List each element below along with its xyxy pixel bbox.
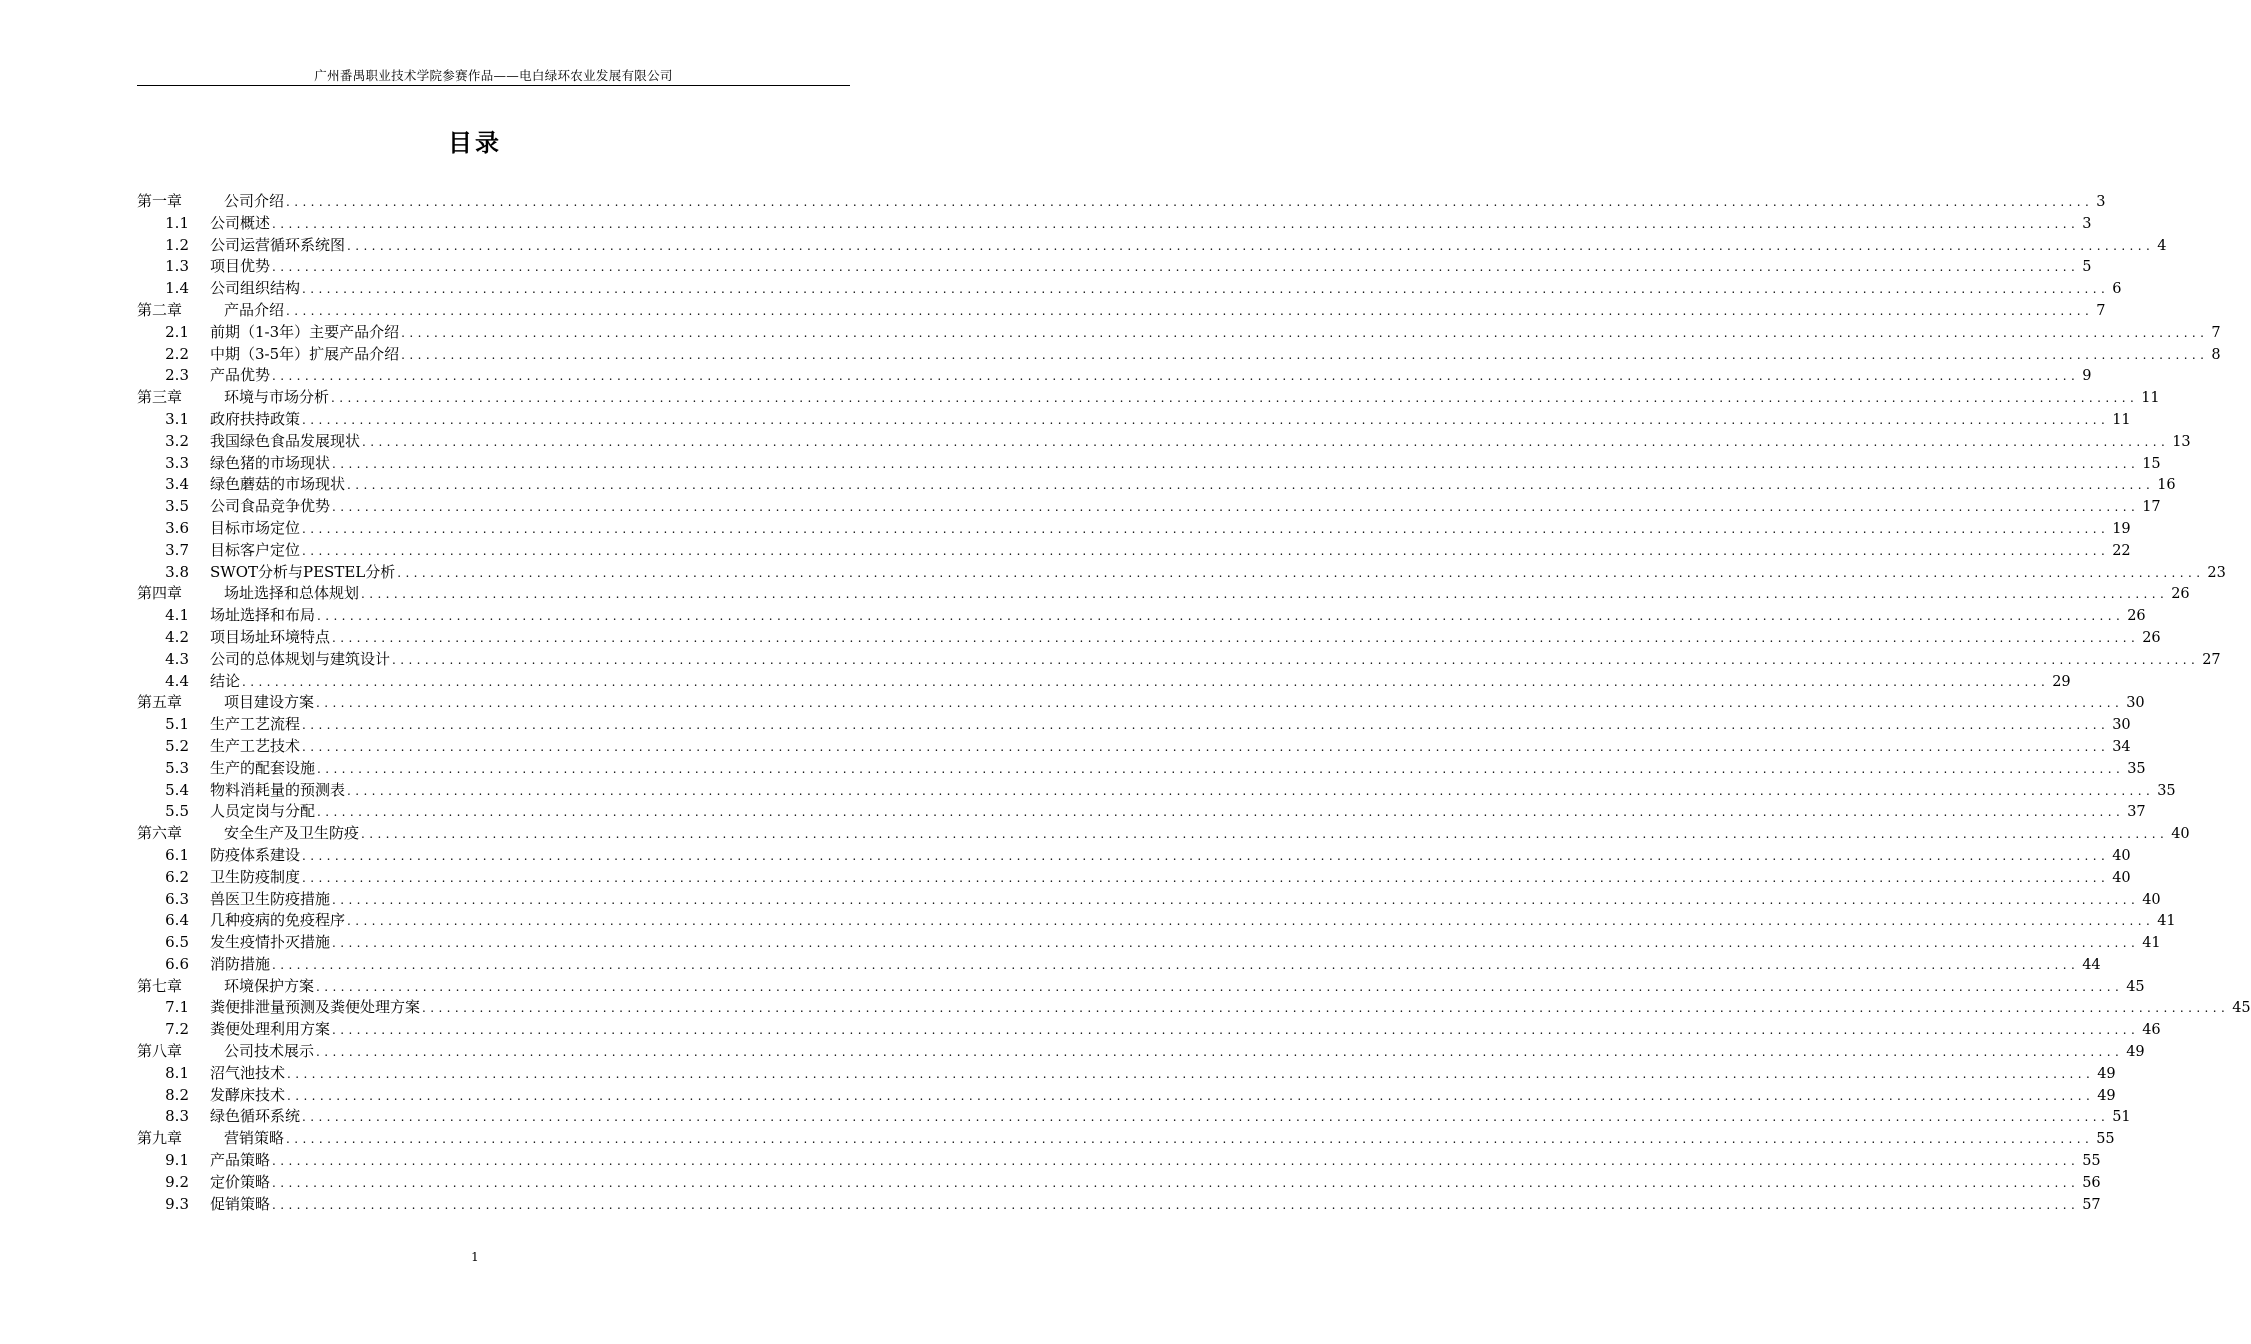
toc-entry-number: 2.3 <box>165 366 189 385</box>
toc-entry-number: 6.5 <box>165 933 189 952</box>
toc-entry-page: 51 <box>2112 1109 2131 1126</box>
toc-section-entry[interactable] <box>137 496 2161 518</box>
toc-dot-leader: ............................................................................................................................................................................................................................ <box>317 805 2125 820</box>
toc-entry-title: 生产工艺流程 <box>210 715 301 734</box>
toc-entry-page: 29 <box>2052 673 2071 690</box>
toc-dot-leader: ............................................................................................................................................................................................................................ <box>286 303 2094 318</box>
toc-entry-number: 第九章 <box>137 1129 183 1148</box>
toc-section-entry[interactable] <box>137 1063 2116 1085</box>
table-of-contents <box>137 191 2251 1215</box>
toc-entry-page: 27 <box>2202 651 2221 668</box>
toc-section-entry[interactable] <box>137 453 2161 475</box>
toc-dot-leader: ............................................................................................................................................................................................................................ <box>302 1110 2110 1125</box>
toc-dot-leader: ............................................................................................................................................................................................................................ <box>316 1045 2124 1060</box>
toc-entry-page: 4 <box>2157 237 2167 254</box>
toc-dot-leader: ............................................................................................................................................................................................................................ <box>272 369 2080 384</box>
toc-dot-leader: ............................................................................................................................................................................................................................ <box>332 936 2140 951</box>
toc-chapter-entry[interactable] <box>137 300 2106 322</box>
toc-entry-number: 7.2 <box>165 1020 189 1039</box>
toc-entry-title: 定价策略 <box>210 1172 271 1191</box>
toc-entry-title: 场址选择和总体规划 <box>224 584 360 603</box>
toc-entry-number: 第三章 <box>137 388 183 407</box>
toc-section-entry[interactable] <box>137 278 2122 300</box>
toc-section-entry[interactable] <box>137 714 2131 736</box>
toc-dot-leader: ............................................................................................................................................................................................................................ <box>332 500 2140 515</box>
toc-entry-page: 44 <box>2082 956 2101 973</box>
toc-dot-leader: ............................................................................................................................................................................................................................ <box>317 761 2125 776</box>
toc-section-entry[interactable] <box>137 235 2167 257</box>
toc-entry-title: 粪便排泄量预测及粪便处理方案 <box>210 998 421 1017</box>
toc-entry-page: 49 <box>2126 1044 2145 1061</box>
toc-entry-title: 生产工艺技术 <box>210 736 301 755</box>
toc-entry-page: 49 <box>2097 1087 2116 1104</box>
toc-dot-leader: ............................................................................................................................................................................................................................ <box>422 1001 2230 1016</box>
toc-entry-title: 公司运营循环系统图 <box>210 235 346 254</box>
toc-entry-number: 3.4 <box>165 475 189 494</box>
page-number: 1 <box>471 1250 479 1264</box>
toc-chapter-entry[interactable] <box>137 387 2160 409</box>
toc-entry-page: 56 <box>2082 1174 2101 1191</box>
toc-entry-title: 兽医卫生防疫措施 <box>210 889 331 908</box>
toc-entry-number: 4.2 <box>165 627 189 646</box>
toc-dot-leader: ............................................................................................................................................................................................................................ <box>331 391 2139 406</box>
toc-section-entry[interactable] <box>137 1172 2101 1194</box>
toc-section-entry[interactable] <box>137 256 2092 278</box>
toc-dot-leader: ............................................................................................................................................................................................................................ <box>302 848 2110 863</box>
toc-entry-number: 3.7 <box>165 540 189 559</box>
toc-entry-page: 26 <box>2171 586 2190 603</box>
toc-entry-page: 19 <box>2112 520 2131 537</box>
toc-dot-leader: ............................................................................................................................................................................................................................ <box>272 957 2080 972</box>
toc-entry-number: 5.2 <box>165 736 189 755</box>
toc-dot-leader: ............................................................................................................................................................................................................................ <box>302 282 2110 297</box>
toc-entry-number: 5.4 <box>165 780 189 799</box>
toc-entry-title: 营销策略 <box>224 1129 285 1148</box>
toc-entry-page: 37 <box>2127 804 2146 821</box>
toc-entry-title: 中期（3-5年）扩展产品介绍 <box>210 344 400 363</box>
toc-dot-leader: ............................................................................................................................................................................................................................ <box>401 347 2209 362</box>
toc-entry-page: 55 <box>2096 1131 2115 1148</box>
toc-entry-number: 第六章 <box>137 824 183 843</box>
toc-section-entry[interactable] <box>137 344 2221 366</box>
toc-section-entry[interactable] <box>137 780 2176 802</box>
toc-dot-leader: ............................................................................................................................................................................................................................ <box>272 216 2080 231</box>
toc-section-entry[interactable] <box>137 845 2131 867</box>
toc-entry-number: 6.4 <box>165 911 189 930</box>
toc-entry-number: 5.3 <box>165 758 189 777</box>
toc-section-entry[interactable] <box>137 997 2251 1019</box>
toc-entry-title: 促销策略 <box>210 1194 271 1213</box>
toc-entry-number: 9.2 <box>165 1172 189 1191</box>
toc-entry-title: 目标市场定位 <box>210 518 301 537</box>
toc-entry-page: 16 <box>2157 477 2176 494</box>
toc-chapter-entry[interactable] <box>137 692 2145 714</box>
toc-entry-page: 23 <box>2207 564 2226 581</box>
toc-section-entry[interactable] <box>137 910 2176 932</box>
toc-section-entry[interactable] <box>137 562 2226 584</box>
toc-dot-leader: ............................................................................................................................................................................................................................ <box>302 543 2110 558</box>
toc-section-entry[interactable] <box>137 649 2221 671</box>
toc-entry-page: 15 <box>2142 455 2161 472</box>
toc-entry-page: 7 <box>2096 302 2106 319</box>
toc-entry-number: 8.1 <box>165 1063 189 1082</box>
toc-dot-leader: ............................................................................................................................................................................................................................ <box>302 870 2110 885</box>
toc-entry-page: 40 <box>2142 891 2161 908</box>
toc-section-entry[interactable] <box>137 518 2131 540</box>
toc-entry-number: 3.6 <box>165 518 189 537</box>
toc-entry-number: 5.5 <box>165 802 189 821</box>
toc-entry-page: 40 <box>2171 826 2190 843</box>
toc-dot-leader: ............................................................................................................................................................................................................................ <box>272 1197 2080 1212</box>
toc-section-entry[interactable] <box>137 801 2146 823</box>
toc-entry-title: 产品优势 <box>210 366 271 385</box>
toc-entry-number: 9.3 <box>165 1194 189 1213</box>
toc-entry-page: 55 <box>2082 1153 2101 1170</box>
toc-dot-leader: ............................................................................................................................................................................................................................ <box>316 979 2124 994</box>
toc-dot-leader: ............................................................................................................................................................................................................................ <box>287 1088 2095 1103</box>
toc-entry-page: 45 <box>2126 978 2145 995</box>
toc-entry-number: 第二章 <box>137 300 183 319</box>
toc-entry-page: 13 <box>2172 433 2191 450</box>
toc-dot-leader: ............................................................................................................................................................................................................................ <box>347 914 2155 929</box>
toc-section-entry[interactable] <box>137 1106 2131 1128</box>
toc-entry-number: 6.2 <box>165 867 189 886</box>
toc-dot-leader: ............................................................................................................................................................................................................................ <box>361 587 2169 602</box>
toc-entry-number: 2.2 <box>165 344 189 363</box>
toc-entry-number: 3.1 <box>165 409 189 428</box>
toc-entry-title: 环境保护方案 <box>224 976 315 995</box>
toc-dot-leader: ............................................................................................................................................................................................................................ <box>242 674 2050 689</box>
toc-chapter-entry[interactable] <box>137 1128 2115 1150</box>
toc-entry-title: 我国绿色食品发展现状 <box>210 431 361 450</box>
toc-section-entry[interactable] <box>137 758 2146 780</box>
toc-entry-number: 4.4 <box>165 671 189 690</box>
toc-entry-page: 34 <box>2112 738 2131 755</box>
toc-entry-page: 46 <box>2142 1022 2161 1039</box>
toc-entry-page: 57 <box>2082 1196 2101 1213</box>
toc-section-entry[interactable] <box>137 932 2161 954</box>
toc-dot-leader: ............................................................................................................................................................................................................................ <box>347 238 2155 253</box>
toc-entry-page: 22 <box>2112 542 2131 559</box>
toc-section-entry[interactable] <box>137 322 2221 344</box>
toc-entry-page: 35 <box>2127 760 2146 777</box>
toc-entry-title: 人员定岗与分配 <box>210 802 316 821</box>
toc-dot-leader: ............................................................................................................................................................................................................................ <box>332 456 2140 471</box>
toc-entry-number: 6.3 <box>165 889 189 908</box>
toc-dot-leader: ............................................................................................................................................................................................................................ <box>302 718 2110 733</box>
toc-chapter-entry[interactable] <box>137 1041 2145 1063</box>
toc-section-entry[interactable] <box>137 1019 2161 1041</box>
toc-entry-number: 第四章 <box>137 584 183 603</box>
toc-section-entry[interactable] <box>137 365 2092 387</box>
toc-entry-title: 项目建设方案 <box>224 693 315 712</box>
toc-entry-title: 项目场址环境特点 <box>210 627 331 646</box>
toc-entry-title: 公司组织结构 <box>210 279 301 298</box>
running-header: 广州番禺职业技术学院参赛作品——电白绿环农业发展有限公司 <box>314 68 673 83</box>
toc-dot-leader: ............................................................................................................................................................................................................................ <box>272 260 2080 275</box>
toc-entry-title: 绿色循环系统 <box>210 1107 301 1126</box>
toc-entry-page: 3 <box>2082 215 2092 232</box>
toc-entry-title: 项目优势 <box>210 257 271 276</box>
toc-section-entry[interactable] <box>137 431 2191 453</box>
toc-dot-leader: ............................................................................................................................................................................................................................ <box>272 1154 2080 1169</box>
toc-dot-leader: ............................................................................................................................................................................................................................ <box>361 827 2169 842</box>
toc-entry-page: 40 <box>2112 847 2131 864</box>
toc-entry-page: 7 <box>2211 324 2221 341</box>
toc-entry-number: 9.1 <box>165 1151 189 1170</box>
toc-entry-number: 7.1 <box>165 998 189 1017</box>
toc-entry-number: 1.2 <box>165 235 189 254</box>
toc-entry-page: 5 <box>2082 259 2092 276</box>
toc-entry-title: 发酵床技术 <box>210 1085 286 1104</box>
toc-entry-number: 8.3 <box>165 1107 189 1126</box>
toc-entry-title: 生产的配套设施 <box>210 758 316 777</box>
toc-chapter-entry[interactable] <box>137 823 2190 845</box>
toc-dot-leader: ............................................................................................................................................................................................................................ <box>317 609 2125 624</box>
toc-entry-page: 49 <box>2097 1065 2116 1082</box>
toc-section-entry[interactable] <box>137 671 2071 693</box>
toc-chapter-entry[interactable] <box>137 191 2106 213</box>
toc-entry-number: 4.3 <box>165 649 189 668</box>
toc-dot-leader: ............................................................................................................................................................................................................................ <box>401 325 2209 340</box>
toc-entry-title: 绿色蘑菇的市场现状 <box>210 475 346 494</box>
toc-entry-number: 3.3 <box>165 453 189 472</box>
toc-section-entry[interactable] <box>137 605 2146 627</box>
toc-entry-title: 前期（1-3年）主要产品介绍 <box>210 322 400 341</box>
toc-entry-title: 结论 <box>210 671 241 690</box>
toc-section-entry[interactable] <box>137 889 2161 911</box>
toc-entry-title: 产品介绍 <box>224 300 285 319</box>
toc-chapter-entry[interactable] <box>137 583 2190 605</box>
toc-section-entry[interactable] <box>137 1150 2101 1172</box>
toc-dot-leader: ............................................................................................................................................................................................................................ <box>332 630 2140 645</box>
toc-entry-number: 第七章 <box>137 976 183 995</box>
toc-section-entry[interactable] <box>137 409 2131 431</box>
toc-entry-title: 公司概述 <box>210 213 271 232</box>
toc-entry-page: 26 <box>2127 608 2146 625</box>
toc-section-entry[interactable] <box>137 1194 2101 1216</box>
toc-dot-leader: ............................................................................................................................................................................................................................ <box>347 783 2155 798</box>
toc-section-entry[interactable] <box>137 627 2161 649</box>
toc-dot-leader: ............................................................................................................................................................................................................................ <box>302 521 2110 536</box>
toc-entry-title: 沼气池技术 <box>210 1063 286 1082</box>
toc-entry-number: 8.2 <box>165 1085 189 1104</box>
toc-dot-leader: ............................................................................................................................................................................................................................ <box>286 1132 2094 1147</box>
toc-entry-title: 粪便处理利用方案 <box>210 1020 331 1039</box>
toc-dot-leader: ............................................................................................................................................................................................................................ <box>362 434 2170 449</box>
toc-entry-title: 发生疫情扑灭措施 <box>210 933 331 952</box>
toc-dot-leader: ............................................................................................................................................................................................................................ <box>272 1175 2080 1190</box>
toc-dot-leader: ............................................................................................................................................................................................................................ <box>286 195 2094 209</box>
toc-section-entry[interactable] <box>137 1085 2116 1107</box>
toc-entry-number: 1.1 <box>165 213 189 232</box>
header-rule <box>137 85 850 86</box>
toc-dot-leader: ............................................................................................................................................................................................................................ <box>316 696 2124 711</box>
toc-entry-page: 6 <box>2112 281 2122 298</box>
toc-entry-page: 45 <box>2232 1000 2251 1017</box>
toc-entry-page: 11 <box>2141 390 2160 407</box>
toc-section-entry[interactable] <box>137 474 2176 496</box>
toc-entry-page: 8 <box>2211 346 2221 363</box>
toc-entry-number: 2.1 <box>165 322 189 341</box>
toc-entry-title: 场址选择和布局 <box>210 606 316 625</box>
toc-section-entry[interactable] <box>137 867 2131 889</box>
toc-entry-title: 防疫体系建设 <box>210 845 301 864</box>
toc-entry-number: 第一章 <box>137 192 183 210</box>
toc-entry-number: 3.8 <box>165 562 189 581</box>
toc-entry-page: 41 <box>2157 913 2176 930</box>
toc-entry-number: 1.4 <box>165 279 189 298</box>
toc-entry-title: 安全生产及卫生防疫 <box>224 824 360 843</box>
toc-dot-leader: ............................................................................................................................................................................................................................ <box>287 1066 2095 1081</box>
toc-dot-leader: ............................................................................................................................................................................................................................ <box>347 478 2155 493</box>
toc-entry-page: 3 <box>2096 194 2106 210</box>
toc-entry-title: 公司技术展示 <box>224 1042 315 1061</box>
toc-entry-page: 30 <box>2126 695 2145 712</box>
toc-dot-leader: ............................................................................................................................................................................................................................ <box>397 565 2205 580</box>
toc-entry-title: SWOT分析与PESTEL分析 <box>210 562 396 581</box>
toc-dot-leader: ............................................................................................................................................................................................................................ <box>392 652 2200 667</box>
toc-entry-number: 5.1 <box>165 715 189 734</box>
toc-entry-page: 11 <box>2112 411 2131 428</box>
toc-section-entry[interactable] <box>137 954 2101 976</box>
toc-entry-title: 公司食品竞争优势 <box>210 497 331 516</box>
toc-entry-title: 目标客户定位 <box>210 540 301 559</box>
toc-dot-leader: ............................................................................................................................................................................................................................ <box>302 739 2110 754</box>
toc-entry-number: 第五章 <box>137 693 183 712</box>
toc-entry-number: 6.1 <box>165 845 189 864</box>
toc-entry-title: 卫生防疫制度 <box>210 867 301 886</box>
toc-entry-page: 35 <box>2157 782 2176 799</box>
toc-entry-title: 环境与市场分析 <box>224 388 330 407</box>
toc-entry-number: 6.6 <box>165 954 189 973</box>
toc-entry-number: 第八章 <box>137 1042 183 1061</box>
toc-section-entry[interactable] <box>137 540 2131 562</box>
toc-entry-title: 产品策略 <box>210 1151 271 1170</box>
toc-entry-page: 26 <box>2142 629 2161 646</box>
toc-entry-title: 消防措施 <box>210 954 271 973</box>
toc-entry-number: 3.2 <box>165 431 189 450</box>
toc-section-entry[interactable] <box>137 213 2092 235</box>
toc-entry-title: 绿色猪的市场现状 <box>210 453 331 472</box>
toc-entry-title: 几种疫病的免疫程序 <box>210 911 346 930</box>
toc-dot-leader: ............................................................................................................................................................................................................................ <box>302 412 2110 427</box>
toc-section-entry[interactable] <box>137 736 2131 758</box>
toc-dot-leader: ............................................................................................................................................................................................................................ <box>332 892 2140 907</box>
toc-dot-leader: ............................................................................................................................................................................................................................ <box>332 1023 2140 1038</box>
toc-entry-number: 3.5 <box>165 497 189 516</box>
toc-entry-page: 41 <box>2142 935 2161 952</box>
toc-entry-title: 物料消耗量的预测表 <box>210 780 346 799</box>
toc-entry-page: 30 <box>2112 717 2131 734</box>
toc-entry-number: 1.3 <box>165 257 189 276</box>
page-title: 目录 <box>448 129 502 157</box>
toc-entry-title: 公司的总体规划与建筑设计 <box>210 649 391 668</box>
toc-chapter-entry[interactable] <box>137 976 2145 998</box>
toc-entry-title: 政府扶持政策 <box>210 409 301 428</box>
toc-entry-page: 17 <box>2142 499 2161 516</box>
toc-entry-title: 公司介绍 <box>224 192 285 210</box>
toc-entry-page: 9 <box>2082 368 2092 385</box>
toc-entry-page: 40 <box>2112 869 2131 886</box>
toc-entry-number: 4.1 <box>165 606 189 625</box>
